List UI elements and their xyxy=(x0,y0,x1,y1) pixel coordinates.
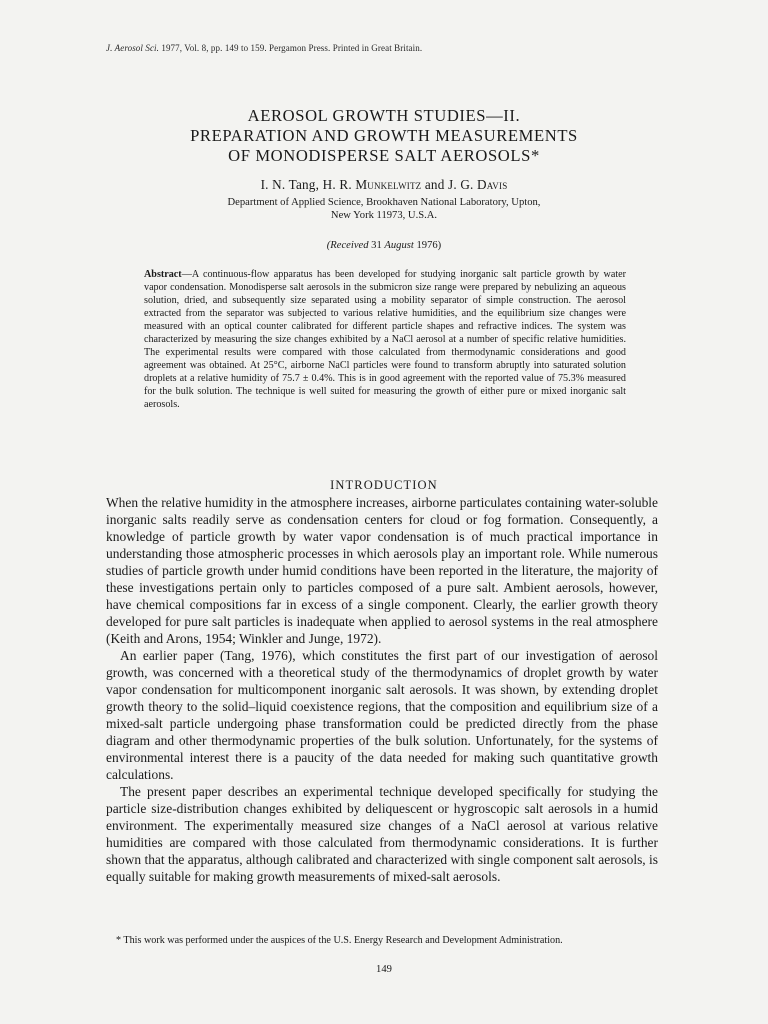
section-heading-introduction: INTRODUCTION xyxy=(330,478,438,492)
abstract-text: —A continuous-flow apparatus has been developed for studying inorganic salt particle growth by water vapor condensation. Monodisperse salt aerosols in the submicron size range were prepared by nebulizing an aqueous solution, dried, and subsequently size separated using a mobility separator of simple construction. The aerosol extracted from the separator was subjected to various relative humidities, and the equilibrium size changes were measured with an optical counter calibrated for different particle shapes and refractive indices. The system was characterized by measuring the size changes exhibited by a NaCl aerosol at a number of specific relative humidities. The experimental results were compared with those calculated from thermodynamic considerations and good agreement was obtained. At 25°C, airborne NaCl particles were found to transform abruptly into saturated solution droplets at a relative humidity of 75.7 ± 0.4%. This is in good agreement with the reported value of 75.3% measured for the bulk solution. The technique is well suited for measuring the growth of either pure or mixed inorganic salt aerosols. xyxy=(144,269,626,410)
received-close: 1976) xyxy=(413,240,442,251)
affiliation-line-1: Department of Applied Science, Brookhaven National Laboratory, Upton, xyxy=(227,197,541,208)
author-conjunction: and xyxy=(421,177,448,192)
author-1: I. N. Tang, xyxy=(260,177,323,192)
author-list xyxy=(0,177,768,193)
author-3: J. G. Davis xyxy=(448,177,508,192)
paragraph-1: When the relative humidity in the atmosphere increases, airborne particulates containing water-soluble inorganic salts readily serve as condensation centers for cloud or fog formation. Consequently, a knowledge of particle growth by water vapor condensation is of much practical importance in understanding those atmospheric processes in which aerosols play an important role. While numerous studies of particle growth under humid conditions have been reported in the literature, the majority of these investigations pertain only to particles composed of a pure salt. Ambient aerosols, however, have chemical compositions far in excess of a single component. Clearly, the earlier growth theory developed for pure salt particles is inadequate when applied to aerosol systems in the real atmosphere (Keith and Arons, 1954; Winkler and Junge, 1972). xyxy=(106,495,658,646)
author-2: H. R. Munkelwitz xyxy=(322,177,422,192)
paragraph-2: An earlier paper (Tang, 1976), which constitutes the first part of our investigation of aerosol growth, was concerned with a theoretical study of the thermodynamics of droplet growth by water vapor condensation for multicomponent inorganic salt aerosols. It was shown, by extending droplet growth theory to the solid–liquid coexistence regions, that the composition and equilibrium size of a mixed-salt particle undergoing phase transformation could be predicted directly from the phase diagram and other thermodynamic properties of the bulk solution. Unfortunately, for the systems of environmental interest there is a paucity of the data needed for making such quantitative growth calculations. xyxy=(106,648,658,782)
affiliation xyxy=(0,196,768,222)
introduction-body xyxy=(106,494,658,885)
page-number: 149 xyxy=(376,964,392,975)
title-line-1: AEROSOL GROWTH STUDIES—II. xyxy=(247,106,521,125)
affiliation-line-2: New York 11973, U.S.A. xyxy=(330,210,438,221)
title-line-3: OF MONODISPERSE SALT AEROSOLS* xyxy=(228,146,540,165)
abstract-label: Abstract xyxy=(144,269,182,280)
footnote: * This work was performed under the auspices of the U.S. Energy Research and Development Administration. xyxy=(116,935,563,946)
paper-title xyxy=(0,106,768,166)
received-date xyxy=(0,240,768,251)
received-day: 31 xyxy=(368,240,385,251)
received-month: August xyxy=(384,240,414,251)
journal-name: J. Aerosol Sci. xyxy=(106,43,159,53)
citation-details: 1977, Vol. 8, pp. 149 to 159. Pergamon Press. Printed in Great Britain. xyxy=(159,43,423,53)
received-open: (Received xyxy=(326,240,369,251)
title-line-2: PREPARATION AND GROWTH MEASUREMENTS xyxy=(190,126,578,145)
paragraph-3: The present paper describes an experimental technique developed specifically for studying the particle size-distribution changes exhibited by deliquescent or hygroscopic salt aerosols in a humid environment. The experimentally measured size changes of a NaCl aerosol at various relative humidities are compared with those calculated from thermodynamic considerations. It is further shown that the apparatus, although calibrated and characterized with single component salt aerosols, is equally suitable for making growth measurements of mixed-salt aerosols. xyxy=(106,784,658,884)
running-head xyxy=(106,43,422,53)
abstract xyxy=(144,268,626,411)
